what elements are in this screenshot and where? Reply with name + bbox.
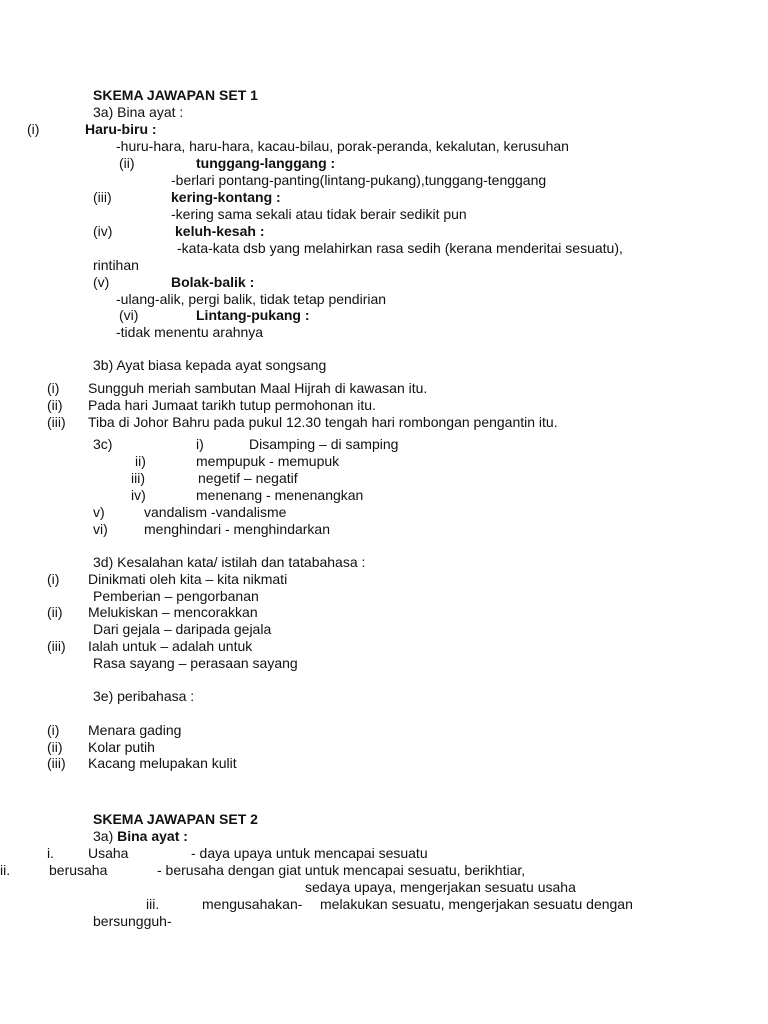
set1-3a-item-5-word: Bolak-balik : [171, 274, 255, 290]
set1-3c-item-1-num: i) [196, 436, 204, 452]
set1-3d-item-3-line1: Ialah untuk – adalah untuk [88, 638, 253, 654]
set2-3a-item-2-meaning-cont: sedaya upaya, mengerjakan sesuatu usaha [305, 879, 576, 895]
set1-3a-item-1-meaning: -huru-hara, haru-hara, kacau-bilau, porak-peranda, kekalutan, kerusuhan [116, 138, 569, 154]
set1-3a-item-2-num: (ii) [119, 155, 135, 171]
set1-3c-item-4-num: iv) [131, 487, 146, 503]
set1-3c-label: 3c) [93, 436, 113, 452]
set1-3a-item-3-num: (iii) [93, 189, 112, 205]
set1-3a-item-6-num: (vi) [119, 307, 139, 323]
set1-3a-item-4-meaning-cont: rintihan [93, 257, 139, 273]
set1-3c-item-4-text: menenang - menenangkan [196, 487, 364, 503]
set1-3b-item-2-num: (ii) [47, 397, 63, 413]
set1-3a-item-6-meaning: -tidak menentu arahnya [116, 324, 264, 340]
set1-3c-item-5-num: v) [93, 504, 105, 520]
set1-3e-item-3-text: Kacang melupakan kulit [88, 755, 237, 771]
set2-3a-label-bold: Bina ayat : [117, 828, 188, 844]
set1-3e-item-1-num: (i) [47, 722, 60, 738]
set2-3a-item-2-meaning: - berusaha dengan giat untuk mencapai sesuatu, berikhtiar, [157, 862, 526, 878]
set1-3a-item-3-word: kering-kontang : [171, 189, 281, 205]
set1-3d-label: 3d) Kesalahan kata/ istilah dan tatabahasa : [93, 554, 366, 570]
set2-3a-item-3-num: iii. [146, 896, 160, 912]
set1-3e-label: 3e) peribahasa : [93, 688, 195, 704]
set1-3b-item-3-num: (iii) [47, 414, 66, 430]
set1-3a-item-3-meaning: -kering sama sekali atau tidak berair sedikit pun [171, 206, 467, 222]
set1-3d-item-1-num: (i) [47, 571, 60, 587]
set1-3d-item-3-num: (iii) [47, 638, 66, 654]
set1-3d-item-2-line2: Dari gejala – daripada gejala [93, 621, 272, 637]
set1-3a-item-5-meaning: -ulang-alik, pergi balik, tidak tetap pendirian [116, 291, 387, 307]
set1-3c-item-2-text: mempupuk - memupuk [196, 453, 340, 469]
set2-title: SKEMA JAWAPAN SET 2 [93, 811, 258, 827]
set2-3a-item-1-word: Usaha [88, 845, 129, 861]
set1-3a-item-2-word: tunggang-langgang : [196, 155, 336, 171]
set2-3a-label [93, 828, 188, 845]
set2-3a-item-3-meaning: melakukan sesuatu, mengerjakan sesuatu dengan [320, 896, 633, 912]
set1-3c-item-3-num: iii) [131, 470, 145, 486]
set1-3b-item-3-text: Tiba di Johor Bahru pada pukul 12.30 tengah hari rombongan pengantin itu. [88, 414, 558, 430]
set1-3c-item-6-text: menghindari - menghindarkan [144, 521, 330, 537]
set1-3e-item-1-text: Menara gading [88, 722, 182, 738]
set1-3a-label: 3a) Bina ayat : [93, 104, 184, 120]
set2-3a-item-2-word: berusaha [49, 862, 108, 878]
set2-3a-item-1-num: i. [47, 845, 54, 861]
set1-3b-item-1-text: Sungguh meriah sambutan Maal Hijrah di kawasan itu. [88, 380, 428, 396]
set1-3d-item-3-line2: Rasa sayang – perasaan sayang [93, 655, 298, 671]
set1-3c-item-3-text: negetif – negatif [198, 470, 298, 486]
set1-3a-item-1-num: (i) [27, 121, 40, 137]
set1-3b-item-1-num: (i) [47, 380, 60, 396]
set1-3a-item-4-num: (iv) [93, 223, 113, 239]
set1-3b-label: 3b) Ayat biasa kepada ayat songsang [93, 357, 327, 373]
set1-3a-item-1-word: Haru-biru : [85, 121, 157, 137]
set1-3e-item-3-num: (iii) [47, 755, 66, 771]
set1-3a-item-5-num: (v) [93, 274, 110, 290]
set2-3a-item-3-meaning-cont: bersungguh- [93, 913, 172, 929]
set1-3a-item-6-word: Lintang-pukang : [196, 307, 310, 323]
set1-3b-item-2-text: Pada hari Jumaat tarikh tutup permohonan itu. [88, 397, 376, 413]
set1-3d-item-2-num: (ii) [47, 604, 63, 620]
set1-3a-item-2-meaning: -berlari pontang-panting(lintang-pukang),tunggang-tenggang [171, 172, 547, 188]
set1-3c-item-1-text: Disamping – di samping [249, 436, 399, 452]
set1-3d-item-1-line2: Pemberian – pengorbanan [93, 588, 259, 604]
set1-3e-item-2-text: Kolar putih [88, 739, 155, 755]
set1-3d-item-1-line1: Dinikmati oleh kita – kita nikmati [88, 571, 288, 587]
set2-3a-item-1-meaning: - daya upaya untuk mencapai sesuatu [191, 845, 428, 861]
set1-title: SKEMA JAWAPAN SET 1 [93, 87, 258, 103]
set1-3c-item-5-text: vandalism -vandalisme [144, 504, 287, 520]
set2-3a-item-2-num: ii. [0, 862, 11, 878]
set1-3e-item-2-num: (ii) [47, 739, 63, 755]
set1-3a-item-4-meaning: -kata-kata dsb yang melahirkan rasa sedih (kerana menderitai sesuatu), [177, 240, 623, 256]
set1-3c-item-2-num: ii) [135, 453, 146, 469]
set2-3a-label-prefix: 3a) [93, 828, 114, 844]
set1-3c-item-6-num: vi) [93, 521, 108, 537]
set1-3a-item-4-word: keluh-kesah : [175, 223, 265, 239]
set2-3a-item-3-word: mengusahakan- [202, 896, 303, 912]
set1-3d-item-2-line1: Melukiskan – mencorakkan [88, 604, 258, 620]
